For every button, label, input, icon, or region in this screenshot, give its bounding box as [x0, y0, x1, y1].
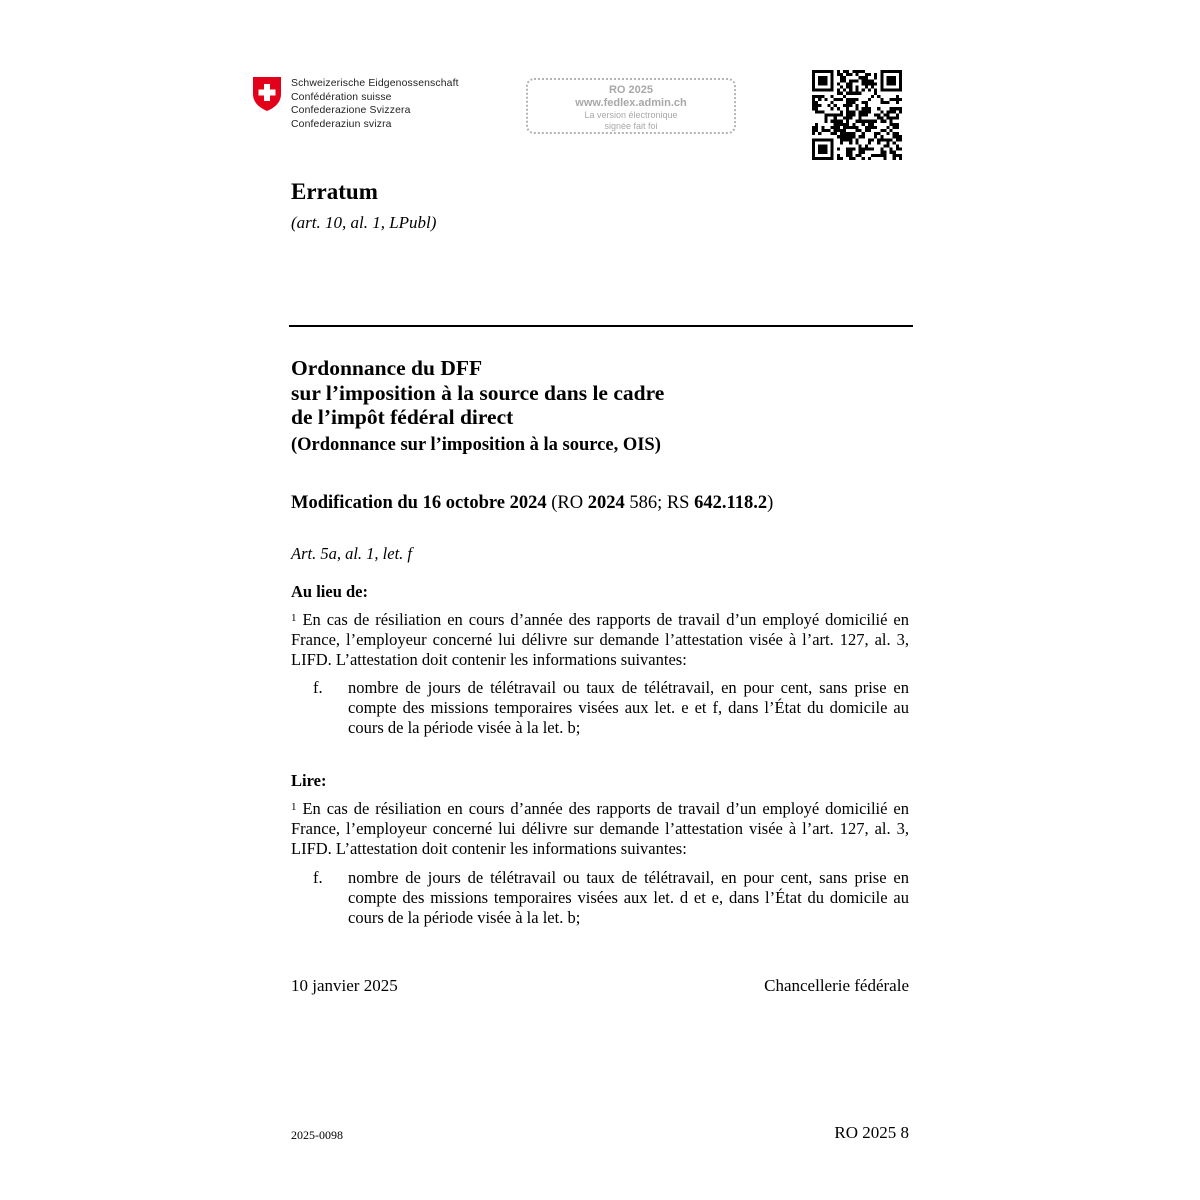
- modification-label: Modification du 16 octobre 2024: [291, 493, 547, 513]
- confederation-name-rm: Confederaziun svizra: [291, 118, 392, 130]
- ordinance-subtitle: (Ordonnance sur l’imposition à la source, OIS): [291, 435, 661, 455]
- swiss-coat-of-arms-icon: [252, 76, 282, 112]
- ordinance-title: [291, 356, 664, 430]
- list-item-text: nombre de jours de télétravail ou taux de télétravail, en pour cent, sans prise en compte des missions temporaires visées aux let. e et f, dans l’État du domicile au cours de la période visée à la let. b;: [348, 678, 909, 738]
- read-label: Lire:: [291, 771, 327, 790]
- ordinance-title-line: Ordonnance du DFF: [291, 356, 483, 380]
- ordinance-title-line: sur l’imposition à la source dans le cadre: [291, 380, 665, 405]
- issuing-authority: Chancellerie fédérale: [764, 976, 909, 995]
- paragraph-text: En cas de résiliation en cours d’année des rapports de travail d’un employé domicilié en France, l’employeur concerné lui délivre sur demande l’attestation visée à l’art. 127, al. 3, LIFD. L’attestation doit contenir les informations suivantes:: [291, 610, 909, 670]
- stamp-line-version: La version électronique: [584, 110, 678, 120]
- modification-line: [291, 493, 773, 514]
- modification-suffix: ): [767, 493, 774, 513]
- section-divider: [289, 325, 913, 327]
- stamp-line-signed: signée fait foi: [604, 121, 658, 131]
- instead-paragraph: [291, 610, 909, 671]
- confederation-name-it: Confederazione Svizzera: [291, 105, 411, 116]
- read-paragraph: [291, 799, 909, 860]
- document-date: 10 janvier 2025: [291, 976, 398, 995]
- document-number: 2025-0098: [291, 1128, 343, 1142]
- title-legal-reference: (art. 10, al. 1, LPubl): [291, 213, 437, 232]
- ro-year: 2024: [587, 493, 625, 513]
- rs-number: 642.118.2: [694, 493, 768, 513]
- stamp-line-url: www.fedlex.admin.ch: [575, 97, 687, 109]
- qr-code-icon: [812, 70, 902, 160]
- page-reference: RO 2025 8: [834, 1123, 909, 1142]
- list-item-letter: f.: [313, 868, 323, 887]
- stamp-line-ro: RO 2025: [608, 84, 654, 96]
- instead-label: Au lieu de:: [291, 582, 369, 601]
- article-reference: Art. 5a, al. 1, let. f: [291, 544, 412, 563]
- paragraph-number: 1: [291, 801, 297, 813]
- ro-page: 586; RS: [624, 493, 695, 513]
- paragraph-text: En cas de résiliation en cours d’année des rapports de travail d’un employé domicilié en France, l’employeur concerné lui délivre sur demande l’attestation visée à l’art. 127, al. 3, LIFD. L’attestation doit contenir les informations suivantes:: [291, 799, 909, 859]
- paragraph-number: 1: [291, 612, 297, 624]
- signature-stamp: [526, 78, 736, 134]
- confederation-name-fr: Confédération suisse: [291, 91, 392, 103]
- list-item-text: nombre de jours de télétravail ou taux de télétravail, en pour cent, sans prise en compte des missions temporaires visées aux let. d et e, dans l’État du domicile au cours de la période visée à la let. b;: [348, 868, 909, 928]
- confederation-names: [291, 77, 459, 131]
- confederation-name-de: Schweizerische Eidgenossenschaft: [291, 78, 459, 89]
- ro-prefix: (RO: [551, 493, 588, 513]
- list-item-letter: f.: [313, 678, 323, 697]
- ordinance-title-line: de l’impôt fédéral direct: [291, 405, 514, 429]
- document-title: Erratum: [291, 179, 378, 204]
